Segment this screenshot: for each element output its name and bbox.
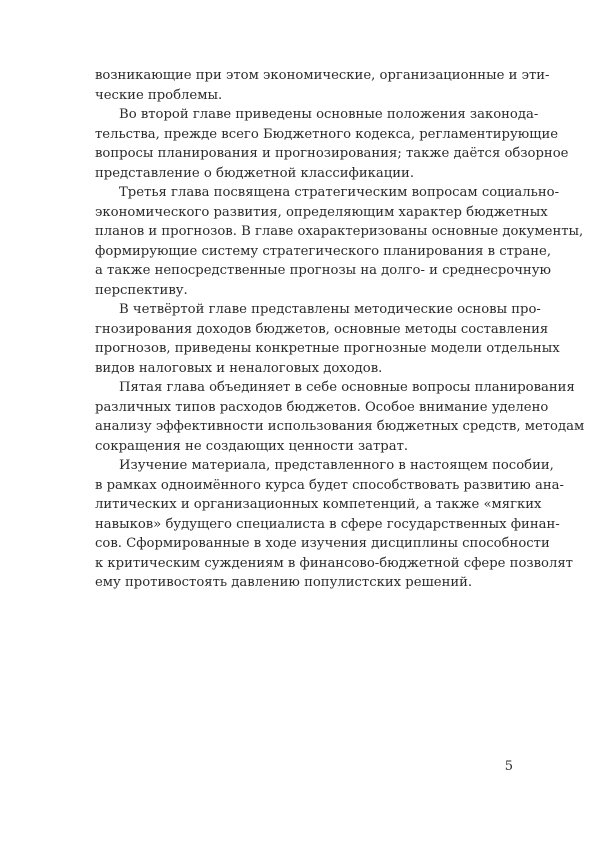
text-line: сов. Сформированные в ходе изучения дисциплины способности: [95, 536, 550, 551]
paragraph: [95, 378, 585, 456]
body-text: [95, 66, 585, 593]
text-line: ему противостоять давлению популистских решений.: [95, 575, 473, 590]
paragraph: [95, 183, 584, 300]
text-line: гнозирования доходов бюджетов, основные методы составления: [95, 321, 549, 337]
text-line: сокращения не создающих ценности затрат.: [95, 438, 409, 454]
text-line: Изучение материала, представленного в настоящем пособии,: [119, 458, 554, 473]
paragraph: [95, 300, 560, 378]
paragraph: [95, 456, 573, 593]
text-line: анализу эффективности использования бюджетных средств, методам: [95, 419, 585, 434]
text-line: ческие проблемы.: [95, 87, 223, 103]
text-line: Третья глава посвящена стратегическим вопросам социально-: [119, 185, 560, 200]
text-line: а также непосредственные прогнозы на долго- и среднесрочную: [95, 263, 551, 278]
text-line: к критическим суждениям в финансово-бюджетной сфере позволят: [95, 555, 573, 571]
page-number: 5: [504, 759, 513, 774]
text-line: перспективу.: [95, 282, 188, 298]
text-line: Во второй главе приведены основные положения законода-: [119, 107, 539, 122]
text-line: в рамках одноимённого курса будет способствовать развитию ана-: [95, 477, 564, 493]
text-line: литических и организационных компетенций, а также «мягких: [95, 497, 542, 512]
paragraph: [95, 66, 550, 105]
text-line: формирующие систему стратегического планирования в стране,: [95, 243, 552, 259]
text-line: различных типов расходов бюджетов. Особое внимание уделено: [95, 399, 549, 415]
text-line: Пятая глава объединяет в себе основные вопросы планирования: [119, 380, 575, 395]
text-line: вопросы планирования и прогнозирования; также даётся обзорное: [95, 146, 569, 161]
text-line: навыков» будущего специалиста в сфере государственных финан-: [95, 516, 560, 532]
text-line: прогнозов, приведены конкретные прогнозные модели отдельных: [95, 341, 560, 356]
text-line: В четвёртой главе представлены методические основы про-: [119, 302, 541, 317]
text-line: экономического развития, определяющим характер бюджетных: [95, 204, 548, 220]
text-line: представление о бюджетной классификации.: [95, 165, 415, 181]
text-line: видов налоговых и неналоговых доходов.: [95, 360, 383, 376]
paragraph: [95, 105, 569, 183]
text-line: тельства, прежде всего Бюджетного кодекса, регламентирующие: [95, 126, 559, 142]
text-line: планов и прогнозов. В главе охарактеризованы основные документы,: [95, 224, 584, 239]
text-line: возникающие при этом экономические, организационные и эти-: [95, 68, 550, 83]
